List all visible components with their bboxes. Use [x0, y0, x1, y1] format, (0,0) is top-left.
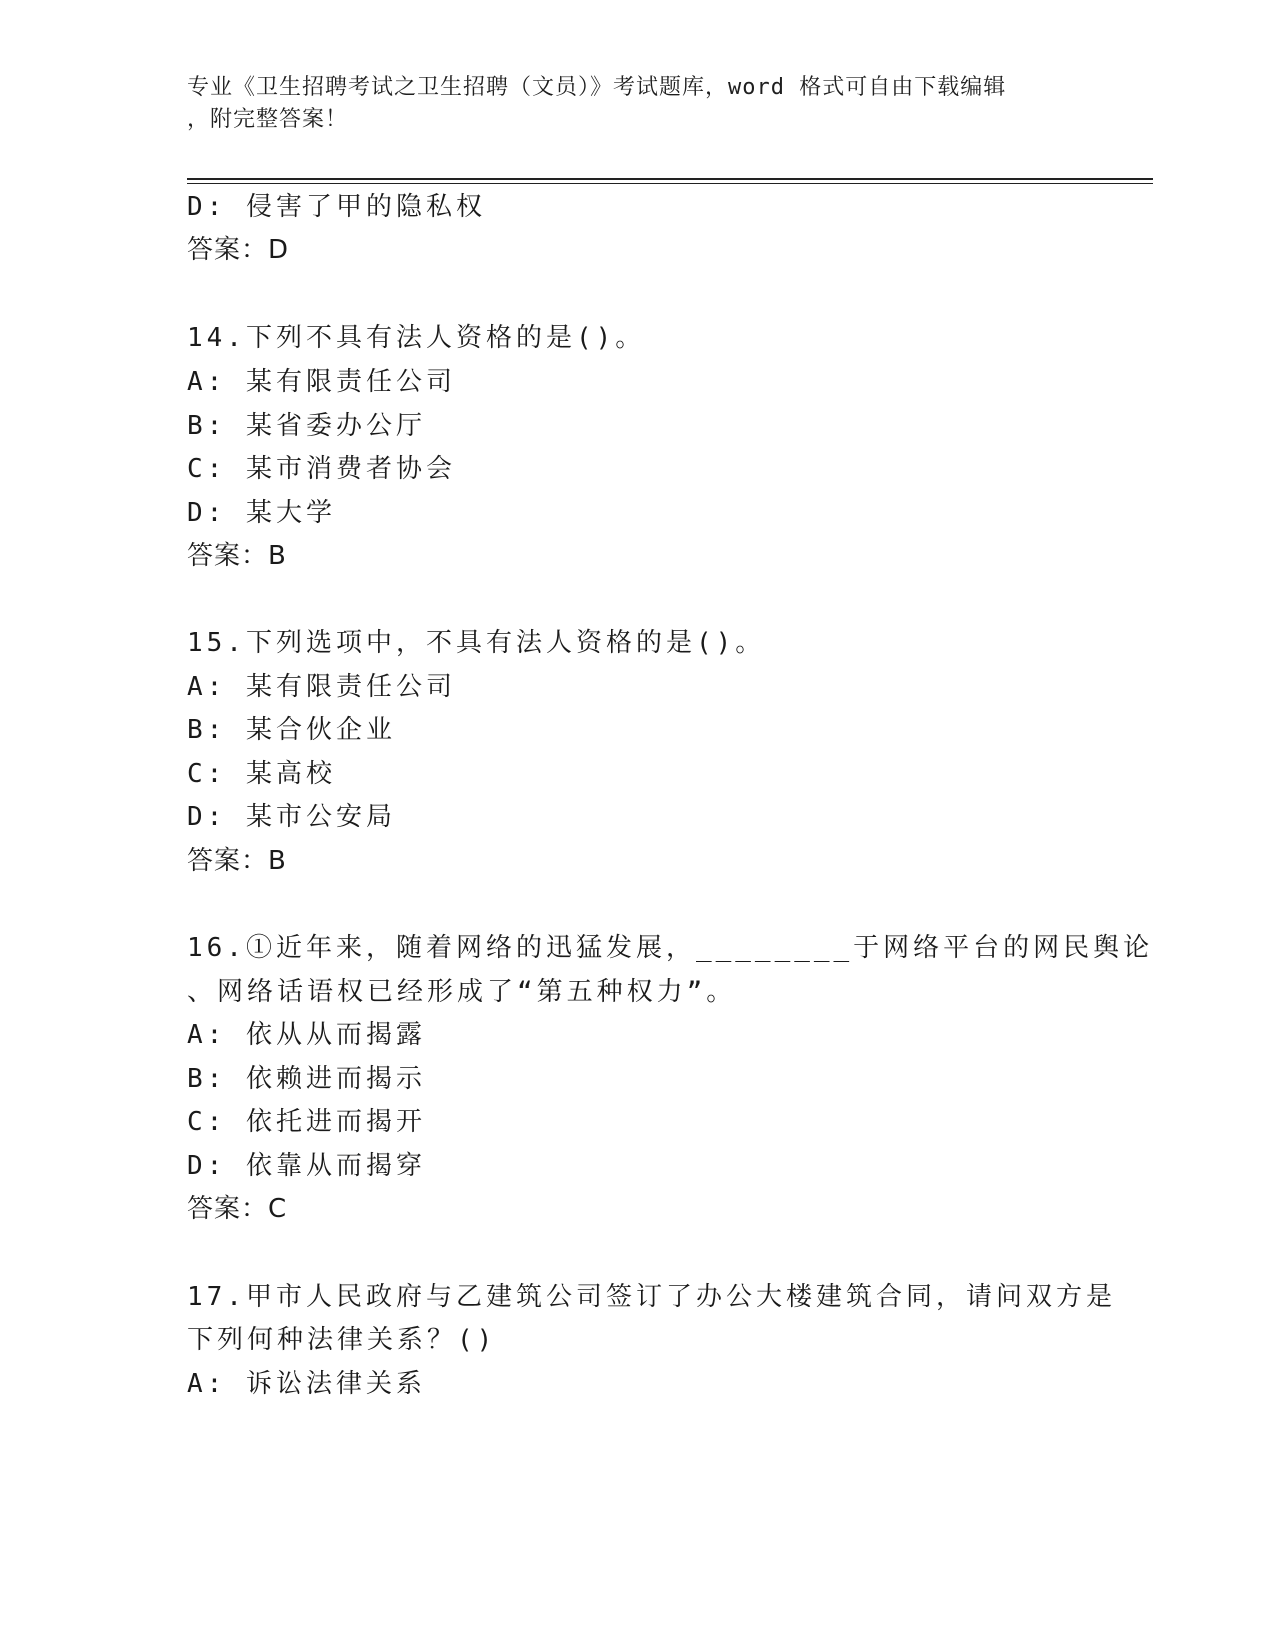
question-16-stem-line-2: 、网络话语权已经形成了“第五种权力”。: [187, 977, 737, 1007]
question-16-option-b: B: 依赖进而揭示: [187, 1064, 426, 1094]
question-15-stem: 15.下列选项中，不具有法人资格的是()。: [187, 628, 766, 658]
question-17-stem-line-1: 17.甲市人民政府与乙建筑公司签订了办公大楼建筑合同，请问双方是: [187, 1282, 1116, 1312]
question-16-option-a: A: 依从从而揭露: [187, 1020, 426, 1050]
header-line-2: ，附完整答案！: [187, 107, 349, 132]
question-14-option-b: B: 某省委办公厅: [187, 411, 426, 441]
header-divider-thin: [187, 183, 1153, 184]
question-16-option-c: C: 依托进而揭开: [187, 1107, 426, 1137]
question-15-option-b: B: 某合伙企业: [187, 715, 396, 745]
answer-continued: 答案：D: [187, 235, 290, 265]
question-16-answer: 答案：C: [187, 1194, 288, 1224]
question-14-option-c: C: 某市消费者协会: [187, 454, 456, 484]
question-14-option-d: D: 某大学: [187, 498, 336, 528]
header-line-1: 专业《卫生招聘考试之卫生招聘（文员）》考试题库，word 格式可自由下载编辑: [187, 75, 1007, 100]
header-divider-thick: [187, 178, 1153, 180]
option-d-continued: D: 侵害了甲的隐私权: [187, 192, 486, 222]
question-15-option-a: A: 某有限责任公司: [187, 672, 456, 702]
question-17-option-a: A: 诉讼法律关系: [187, 1369, 426, 1399]
question-14-stem: 14.下列不具有法人资格的是()。: [187, 323, 646, 353]
question-16-option-d: D: 依靠从而揭穿: [187, 1151, 426, 1181]
question-16-stem-line-1: 16.①近年来，随着网络的迅猛发展，________于网络平台的网民舆论: [187, 933, 1154, 963]
question-17-stem-line-2: 下列何种法律关系？(): [187, 1325, 497, 1355]
question-14-option-a: A: 某有限责任公司: [187, 367, 456, 397]
question-15-option-d: D: 某市公安局: [187, 802, 396, 832]
question-14-answer: 答案：B: [187, 541, 287, 571]
question-15-answer: 答案：B: [187, 846, 287, 876]
document-header: [187, 72, 1067, 136]
question-15-option-c: C: 某高校: [187, 759, 336, 789]
